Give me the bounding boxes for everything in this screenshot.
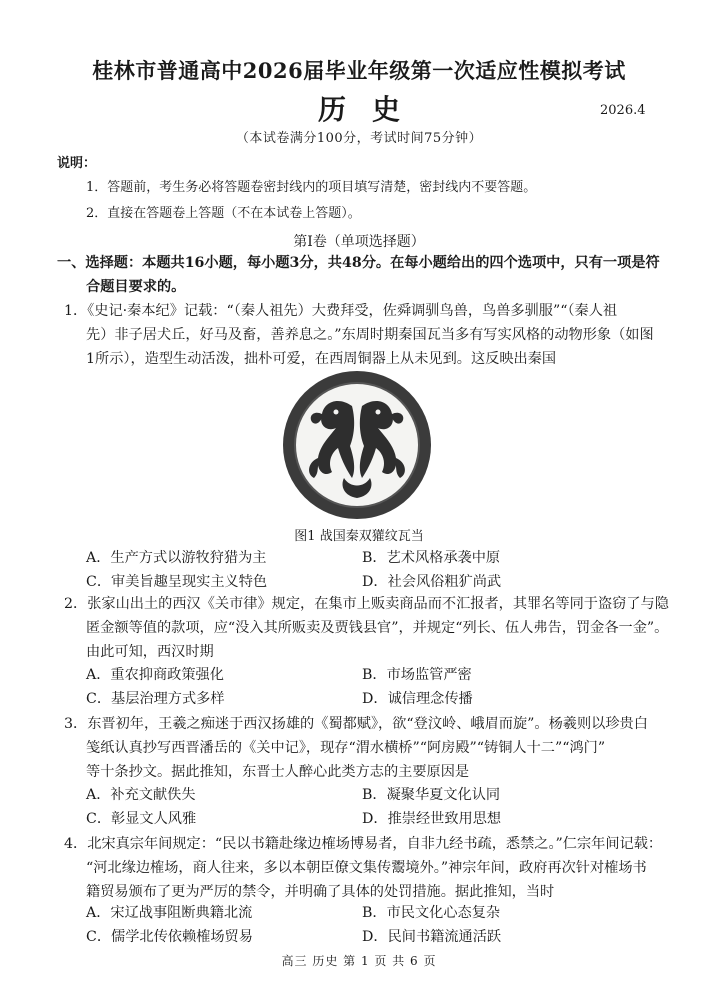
question-1-line: 先）非子居犬丘，好马及畜，善养息之。”东周时期秦国瓦当多有写实风格的动物形象（如图 (86, 327, 654, 343)
question-4-option-b: B．市民文化心态复杂 (362, 905, 501, 921)
question-4-option-c: C．儒学北传依赖榷场贸易 (86, 929, 253, 945)
question-2-option-b: B．市场监管严密 (362, 667, 472, 683)
question-3-option-c: C．彰显文人风雅 (86, 811, 197, 827)
question-3-line: 等十条抄文。据此推知，东晋士人醉心此类方志的主要原因是 (86, 764, 470, 780)
question-1-option-d: D．社会风俗粗犷尚武 (362, 574, 502, 590)
question-2-line: 由此可知，西汉时期 (86, 644, 214, 660)
question-2-line: 匿金额等值的款项，应“没入其所贩卖及贾钱县官”，并规定“列长、伍人弗告，罚金各一金”。 (86, 620, 669, 636)
subject-title: 历史 (317, 93, 426, 126)
instruction-item: 1．答题前，考生务必将答题卷密封线内的项目填写清楚，密封线内不要答题。 (86, 180, 537, 195)
instructions-heading: 说明： (57, 156, 97, 171)
question-3-line: 笺纸认真抄写西晋潘岳的《关中记》，现存“渭水横桥”“阿房殿”“铸铜人十二”“鸿门” (86, 740, 606, 756)
question-4-line: “河北缘边榷场，商人往来，多以本朝臣僚文集传鬻境外。”神宗年间，政府再次针对榷场书 (86, 860, 647, 876)
exam-date: 2026.4 (600, 103, 646, 118)
question-3-option-d: D．推崇经世致用思想 (362, 811, 502, 827)
section-title: 第Ⅰ卷（单项选择题） (293, 234, 425, 250)
question-2-option-a: A．重农抑商政策强化 (86, 667, 224, 683)
question-1-option-b: B．艺术风格承袭中原 (362, 550, 501, 566)
question-3-option-a: A．补充文献佚失 (86, 787, 196, 803)
question-3-line: 3．东晋初年，王羲之痴迷于西汉扬雄的《蜀都赋》，欲“登汶岭、峨眉而旋”。杨羲则以珍贵白 (64, 716, 648, 732)
section-intro: 一、选择题：本题共16小题，每小题3分，共48分。在每小题给出的四个选项中，只有一项是符 (57, 255, 660, 271)
page-footer: 高三 历史 第 1 页 共 6 页 (281, 954, 437, 968)
question-1-option-c: C．审美旨趣呈现实主义特色 (86, 574, 268, 590)
question-4-line: 籍贸易颁布了更为严厉的禁令，并明确了具体的处罚措施。据此推知，当时 (86, 884, 555, 900)
question-3-option-b: B．凝聚华夏文化认同 (362, 787, 501, 803)
question-2-option-c: C．基层治理方式多样 (86, 691, 225, 707)
exam-title: 桂林市普通高中2026届毕业年级第一次适应性模拟考试 (92, 58, 626, 83)
tile-end-figure (278, 366, 436, 524)
question-1-line: 1所示），造型生动活泼，拙朴可爱，在西周铜器上从未见到。这反映出秦国 (86, 351, 557, 367)
instruction-item: 2．直接在答题卷上答题（不在本试卷上答题）。 (86, 206, 361, 221)
question-4-line: 4．北宋真宗年间规定：“民以书籍赴缘边榷场博易者，自非九经书疏，悉禁之。”仁宗年间记载： (64, 836, 663, 852)
question-4-option-a: A．宋辽战事阻断典籍北流 (86, 905, 253, 921)
question-2-line: 2．张家山出土的西汉《关市律》规定，在集市上贩卖商品而不汇报者，其罪名等同于盗窃了与隐 (64, 596, 669, 612)
question-4-option-d: D．民间书籍流通活跃 (362, 929, 502, 945)
question-2-option-d: D．诚信理念传播 (362, 691, 473, 707)
section-intro-cont: 合题目要求的。 (86, 279, 186, 295)
exam-note: （本试卷满分100分，考试时间75分钟） (235, 131, 483, 146)
question-1-line: 1．《史记·秦本纪》记载：“（秦人祖先）大费拜受，佐舜调驯鸟兽，鸟兽多驯服”“（秦人祖 (64, 303, 618, 319)
figure-caption: 图1 战国秦双獾纹瓦当 (294, 529, 424, 544)
question-1-option-a: A．生产方式以游牧狩猎为主 (86, 550, 267, 566)
